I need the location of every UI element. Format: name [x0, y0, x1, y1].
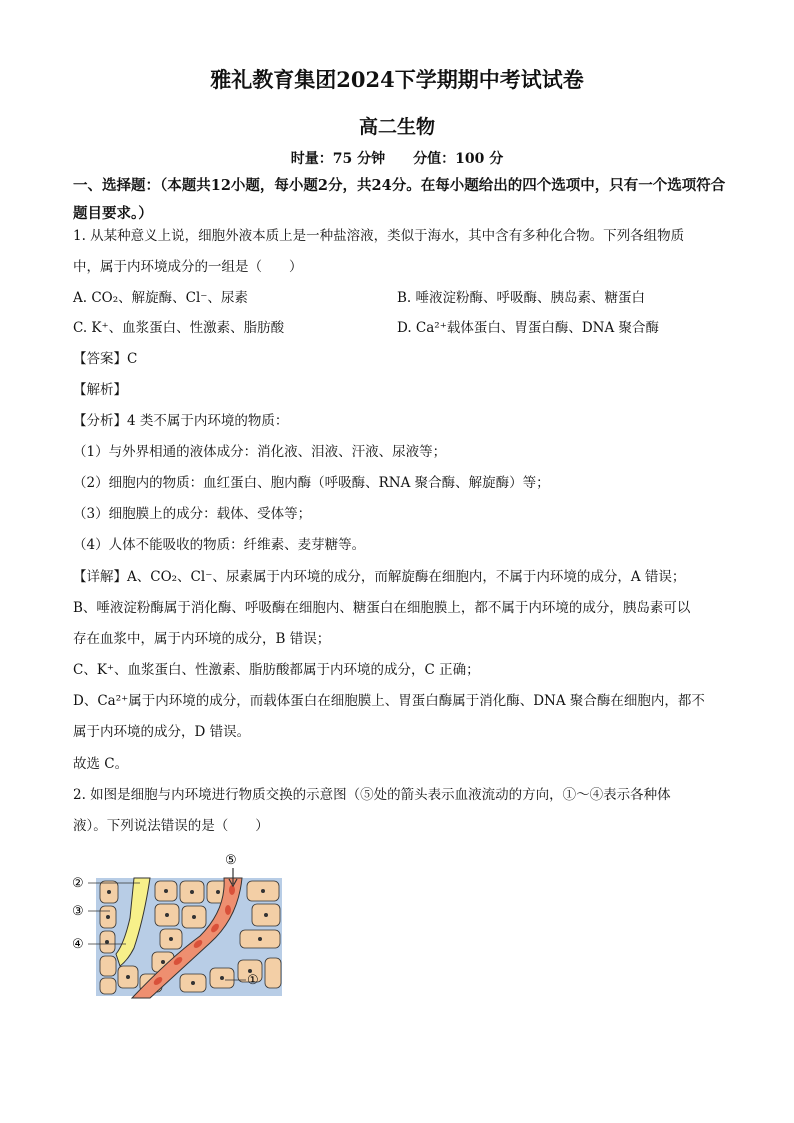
q1-option-b: B. 唾液淀粉酶、呼吸酶、胰岛素、糖蛋白: [397, 290, 646, 306]
exam-subject: 高二生物: [358, 116, 435, 138]
exam-time-score: 时量：75 分钟 分值：100 分: [290, 151, 504, 167]
exam-title: 雅礼教育集团2024下学期期中考试试卷: [210, 67, 584, 92]
label-3: ③: [72, 904, 84, 919]
label-5: ⑤: [225, 853, 237, 868]
q1-detail-3: 存在血浆中，属于内环境的成分，B 错误；: [73, 631, 331, 647]
q1-conclusion: 故选 C。: [73, 756, 129, 772]
q1-detail-4: C、K⁺、血浆蛋白、性激素、脂肪酸都属于内环境的成分，C 正确；: [73, 662, 480, 678]
q2-stem-line1: 2. 如图是细胞与内环境进行物质交换的示意图（⑤处的箭头表示血液流动的方向，①～④表示各种体: [73, 787, 671, 803]
q1-fenxi: 【分析】4 类不属于内环境的物质：: [73, 413, 289, 429]
q1-detail-2: B、唾液淀粉酶属于消化酶、呼吸酶在细胞内、糖蛋白在细胞膜上，都不属于内环境的成分，胰岛素可以: [73, 600, 691, 616]
tissue-exchange-diagram: [60, 848, 300, 1003]
q1-detail-1: 【详解】A、CO₂、Cl⁻、尿素属于内环境的成分，而解旋酶在细胞内，不属于内环境的成分，A 错误；: [73, 569, 686, 585]
q1-detail-5: D、Ca²⁺属于内环境的成分，而载体蛋白在细胞膜上、胃蛋白酶属于消化酶、DNA 聚合酶在细胞内，都不: [73, 693, 705, 709]
q1-fenxi-4: （4）人体不能吸收的物质：纤维素、麦芽糖等。: [73, 537, 366, 553]
q1-answer: [73, 349, 137, 369]
q2-stem-line2: 液）。下列说法错误的是（ ）: [73, 818, 269, 834]
q1-option-d: D. Ca²⁺载体蛋白、胃蛋白酶、DNA 聚合酶: [397, 320, 660, 336]
answer-tag: 【答案】: [73, 351, 127, 367]
q1-stem-line2: 中，属于内环境成分的一组是（ ）: [73, 259, 303, 275]
q1-detail-6: 属于内环境的成分，D 错误。: [73, 724, 251, 740]
q1-analysis-tag: 【解析】: [73, 382, 127, 398]
q1-fenxi-3: （3）细胞膜上的成分：载体、受体等；: [73, 506, 312, 522]
section-heading: 一、选择题：（本题共12小题，每小题2分，共24分。在每小题给出的四个选项中，只有一个选项符合题目要求。）: [73, 177, 726, 222]
label-4: ④: [72, 937, 84, 952]
label-1: ①: [247, 973, 259, 988]
q1-fenxi-1: （1）与外界相通的液体成分：消化液、泪液、汗液、尿液等；: [73, 444, 447, 460]
label-2: ②: [72, 876, 84, 891]
q1-fenxi-2: （2）细胞内的物质：血红蛋白、胞内酶（呼吸酶、RNA 聚合酶、解旋酶）等；: [73, 475, 550, 491]
q1-option-a: A. CO₂、解旋酶、Cl⁻、尿素: [73, 290, 248, 306]
q1-option-c: C. K⁺、血浆蛋白、性激素、脂肪酸: [73, 320, 285, 336]
answer-value: C: [127, 351, 138, 367]
q1-stem-line1: 1. 从某种意义上说，细胞外液本质上是一种盐溶液，类似于海水，其中含有多种化合物。下列各组物质: [73, 228, 685, 244]
